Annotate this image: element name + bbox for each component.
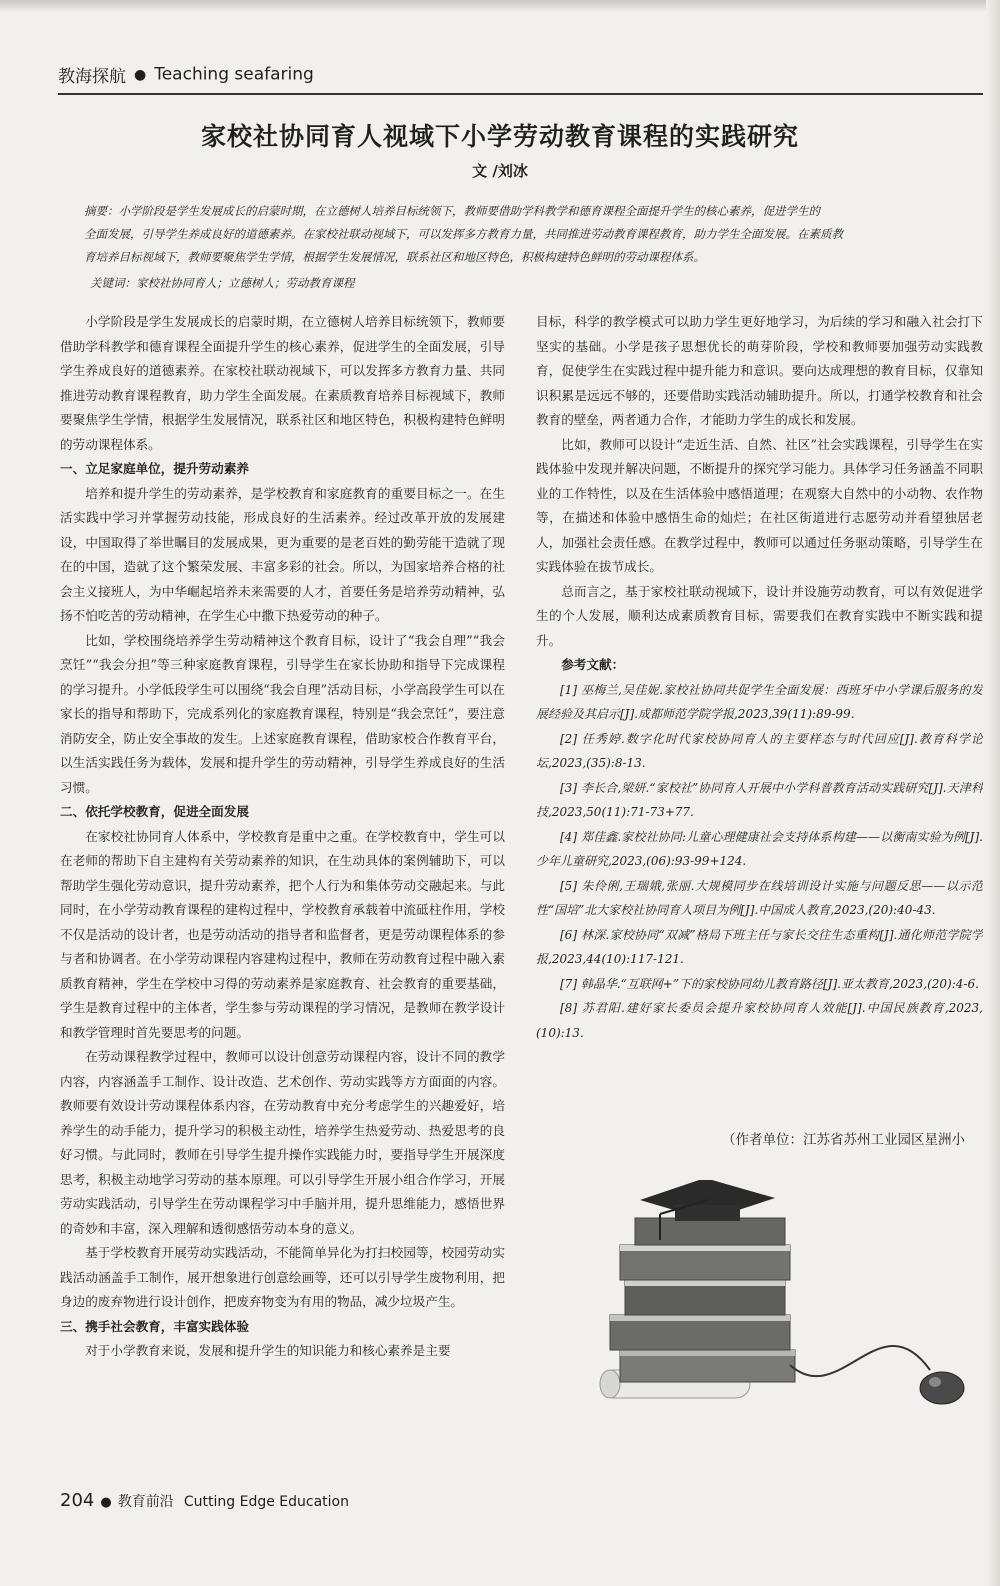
reference-item: [7] 韩晶华.“互联网+”下的家校协同幼儿教育路径[J].亚太教育,2023,(20):4-6. [560, 976, 979, 991]
scan-shadow-right [986, 0, 1000, 1586]
header-section-cn: 教海探航 [58, 67, 126, 87]
header-bullet: ● [134, 66, 147, 83]
references-heading: 参考文献： [561, 657, 625, 672]
books-graduation-cap-illustration [580, 1180, 980, 1430]
body-paragraph: 在劳动课程教学过程中，教师可以设计创意劳动课程内容，设计不同的教学内容，内容涵盖手工制作、设计改造、艺术创作、劳动实践等方方面面的内容。教师要有效设计劳动课程体系内容，在劳动教育中充分考虑学生的兴趣爱好，培养学生的动手能力，提升学习的积极主动性，培养学生热爱劳动、热爱思考的良好习惯。与此同时，教师在引导学生提升操作实践能力时，要指导学生开展深度思考，积极主动地学习劳动的基本原理。可以引导学生开展小组合作学习，开展劳动实践活动，引导学生在劳动课程学习中手脑并用，提升思维能力，感悟世界的奇妙和丰富，深入理解和透彻感悟劳动本身的意义。 [60, 1049, 505, 1236]
article-title: 家校社协同育人视域下小学劳动教育课程的实践研究 [200, 122, 799, 151]
body-paragraph: 目标，科学的教学模式可以助力学生更好地学习，为后续的学习和融入社会打下坚实的基础。小学是孩子思想优长的萌芽阶段，学校和教师要加强劳动实践教育，促使学生在实践过程中提升能力和意识。要向达成理想的教育目标，仅靠知识积累是远远不够的，还要借助实践活动辅助提升。所以，打通学校教育和社会教育的壁垒，两者通力合作，才能助力学生的成长和发展。 [536, 314, 983, 427]
book [635, 1218, 785, 1245]
article-author: 文 /刘冰 [472, 162, 528, 180]
reference-item: [2] 任秀婷.数字化时代家校协同育人的主要样态与时代回应[J].教育科学论坛,2023,(35):8-13. [536, 731, 983, 770]
reference-item: [3] 李长合,梁妍.“家校社”协同育人开展中小学科普教育活动实践研究[J].天津科技,2023,50(11):71-73+77. [536, 780, 983, 819]
author-affiliation: （作者单位：江苏省苏州工业园区星洲小 [722, 1132, 965, 1148]
section-heading: 一、立足家庭单位，提升劳动素养 [60, 461, 249, 476]
header-rule [58, 93, 983, 95]
journal-name-en: Cutting Edge Education [183, 1494, 349, 1510]
body-paragraph: 培养和提升学生的劳动素养，是学校教育和家庭教育的重要目标之一。在生活实践中学习并掌握劳动技能，形成良好的生活素养。经过改革开放的发展建设，中国取得了举世瞩目的发展成果，更为重要的是老百姓的勤劳能干造就了现在的中国，造就了这个繁荣发展、丰富多彩的社会。所以，为国家培养合格的社会主义接班人，为中华崛起培养未来需要的人才，首要任务是培养劳动精神，弘扬不怕吃苦的劳动精神，在学生心中撒下热爱劳动的种子。 [60, 485, 505, 623]
reference-item: [5] 朱伶俐,王瑞娥,张丽.大规模同步在线培训设计实施与问题反思——以示范性“国培”北大家校社协同育人项目为例[J].中国成人教育,2023,(20):40-43. [536, 878, 983, 917]
abstract-line: 全面发展，引导学生养成良好的道德素养。在家校社联动视域下，可以发挥多方教育力量，共同推进劳动教育课程教育，助力学生全面发展。在素质教 [84, 227, 843, 241]
body-paragraph: 比如，学校围绕培养学生劳动精神这个教育目标，设计了“我会自理”“我会烹饪”“我会分担”等三种家庭教育课程，引导学生在家长协助和指导下完成课程的学习提升。小学低段学生可以围绕“我会自理”活动目标，小学高段学生可以在家长的指导和帮助下，完成系列化的家庭教育课程，特别是“我会烹饪”，要注意消防安全，防止安全事故的发生。上述家庭教育课程，借助家校合作教育平台，以生活实践任务为载体，发展和提升学生的劳动精神，引导学生养成良好的生活习惯。 [60, 632, 505, 795]
reference-item: [1] 巫梅兰,吴佳妮.家校社协同共促学生全面发展：西班牙中小学课后服务的发展经验及其启示[J].成都师范学院学报,2023,39(11):89-99. [536, 682, 983, 721]
section-heading: 三、携手社会教育，丰富实践体验 [60, 1318, 249, 1334]
abstract [84, 200, 984, 269]
journal-name-cn: 教育前沿 [117, 1494, 174, 1510]
page-footer [60, 1490, 349, 1511]
page-number: 204 [60, 1490, 95, 1511]
right-column [536, 310, 983, 1045]
abstract-line: 育培养目标视域下，教师要聚焦学生学情，根据学生发展情况，联系社区和地区特色，积极构建特色鲜明的劳动课程体系。 [84, 250, 705, 264]
footer-bullet: ● [100, 1495, 112, 1510]
body-paragraph: 在家校社协同育人体系中，学校教育是重中之重。在学校教育中，学生可以在老师的帮助下自主建构有关劳动素养的知识，在生动具体的案例辅助下，可以帮助学生强化劳动意识，提升劳动素养，把个人行为和集体劳动交融起来。与此同时，在小学劳动教育课程的建构过程中，学校教育承载着中流砥柱作用，学校不仅是活动的设计者，也是劳动活动的指导者和监督者，更是劳动课程体系的参与者和协调者。在小学劳动课程内容建构过程中，教师在劳动教育过程中融入素质教育精神，学生在学校中习得的劳动素养是家庭教育、社会教育的重要基础，学生是教育过程中的主体者，学生参与劳动课程的学习情况，是教师在教学设计和教学管理时首先要思考的问题。 [60, 828, 505, 1040]
body-paragraph: 总而言之，基于家校社联动视域下，设计并设施劳动教育，可以有效促进学生的个人发展，顺利达成素质教育目标，需要我们在教育实践中不断实践和提升。 [536, 583, 983, 648]
body-paragraph: 对于小学教育来说，发展和提升学生的知识能力和核心素养是主要 [85, 1343, 451, 1358]
section-heading: 二、依托学校教育，促进全面发展 [60, 804, 249, 819]
left-column [60, 310, 505, 1364]
keywords: 关键词：家校社协同育人；立德树人；劳动教育课程 [90, 276, 355, 290]
reference-item: [4] 郑佳鑫.家校社协同:儿童心理健康社会支持体系构建——以衡南实验为例[J].少年儿童研究,2023,(06):93-99+124. [536, 829, 983, 868]
reference-item: [6] 林深.家校协同“双减”格局下班主任与家长交往生态重构[J].通化师范学院学报,2023,44(10):117-121. [536, 927, 983, 966]
running-header [58, 62, 980, 92]
computer-mouse [920, 1372, 964, 1404]
abstract-line: 摘要：小学阶段是学生发展成长的启蒙时期，在立德树人培养目标统领下，教师要借助学科教学和德育课程全面提升学生的核心素养，促进学生的 [84, 204, 820, 218]
header-section-en: Teaching seafaring [154, 64, 314, 85]
scan-shadow-top [0, 0, 1000, 12]
body-paragraph: 小学阶段是学生发展成长的启蒙时期，在立德树人培养目标统领下，教师要借助学科教学和德育课程全面提升学生的核心素养，促进学生的全面发展，引导学生养成良好的道德素养。在家校社联动视域下，可以发挥多方教育力量、共同推进劳动教育课程教育，助力学生全面发展。在素质教育培养目标视域下，教师要聚焦学生学情，根据学生发展情况，联系社区和地区特色，积极构建特色鲜明的劳动课程体系。 [60, 314, 505, 452]
mouse-cable [790, 1346, 930, 1376]
reference-item: [8] 苏君阳.建好家长委员会提升家校协同育人效能[J].中国民族教育,2023,(10):13. [536, 1001, 983, 1040]
body-paragraph: 比如，教师可以设计“走近生活、自然、社区”社会实践课程，引导学生在实践体验中发现并解决问题，不断提升的探究学习能力。具体学习任务涵盖不同职业的工作特性，以及在生活体验中感悟道理；在观察大自然中的小动物、农作物等，在描述和体验中感悟生命的灿烂；在社区街道进行志愿劳动并看望独居老人，加强社会责任感。在教学过程中，教师可以通过任务驱动策略，引导学生在实践体验在拔节成长。 [536, 436, 983, 574]
body-paragraph: 基于学校教育开展劳动实践活动，不能简单异化为打扫校园等，校园劳动实践活动涵盖手工制作，展开想象进行创意绘画等，还可以引导学生废物利用，把身边的废弃物进行设计创作，把废弃物变为有用的物品，减少垃圾产生。 [60, 1245, 505, 1309]
